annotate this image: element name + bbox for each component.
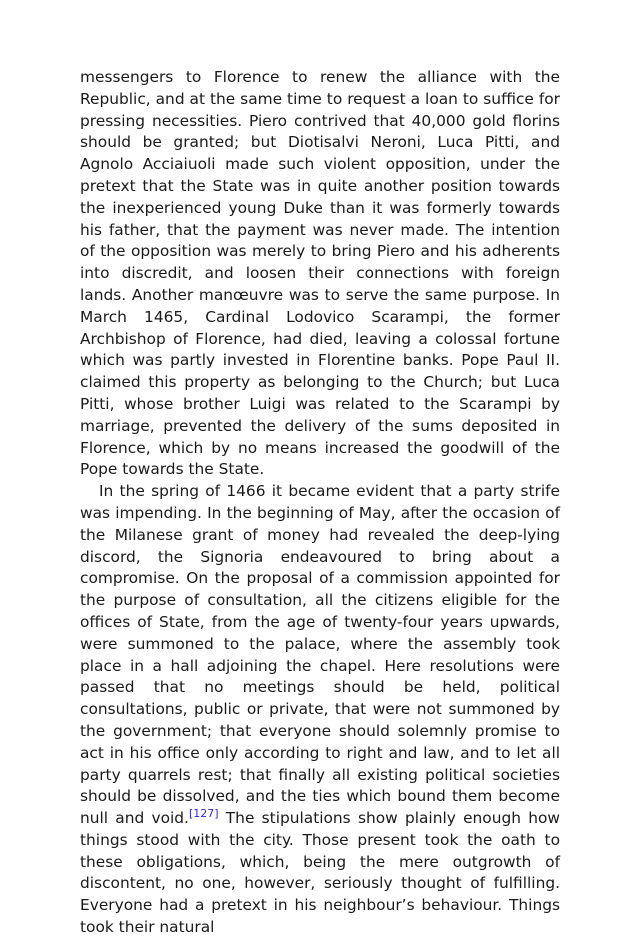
footnote-link-127[interactable]: [127]	[188, 806, 219, 820]
paragraph-2-text-after: The stipulations show plainly enough how things stood with the city. Those present took the oath to these obligations, which, being the mere outgrowth of discontent, no one, however, seriously thought of fulfilling. Everyone had a pretext in his neighbour’s behaviour. Things took their natural	[80, 809, 560, 937]
page-body	[80, 67, 560, 939]
paragraph-2	[80, 481, 560, 939]
paragraph-1: messengers to Florence to renew the alliance with the Republic, and at the same time to request a loan to suffice for pressing necessities. Piero contrived that 40,000 gold florins should be granted; but Diotisalvi Neroni, Luca Pitti, and Agnolo Acciaiuoli made such violent opposition, under the pretext that the State was in quite another position towards the inexperienced young Duke than it was formerly towards his father, that the payment was never made. The intention of the opposition was merely to bring Piero and his adherents into discredit, and loosen their connections with foreign lands. Another manœuvre was to serve the same purpose. In March 1465, Cardinal Lodovico Scarampi, the former Archbishop of Florence, had died, leaving a colossal fortune which was partly invested in Florentine banks. Pope Paul II. claimed this property as belonging to the Church; but Luca Pitti, whose brother Luigi was related to the Scarampi by marriage, prevented the delivery of the sums deposited in Florence, which by no means increased the goodwill of the Pope towards the State.	[80, 68, 560, 479]
paragraph-2-text-before: In the spring of 1466 it became evident that a party strife was impending. In the beginning of May, after the occasion of the Milanese grant of money had revealed the deep-lying discord, the Signoria endeavoured to bring about a compromise. On the proposal of a commission appointed for the purpose of consultation, all the citizens eligible for the offices of State, from the age of twenty-four years upwards, were summoned to the palace, where the assembly took place in a hall adjoining the chapel. Here resolutions were passed that no meetings should be held, political consultations, public or private, that were not summoned by the government; that everyone should solemnly promise to act in his office only according to right and law, and to let all party quarrels rest; that finally all existing political societies should be dissolved, and the ties which bound them become null and void.	[80, 482, 560, 828]
